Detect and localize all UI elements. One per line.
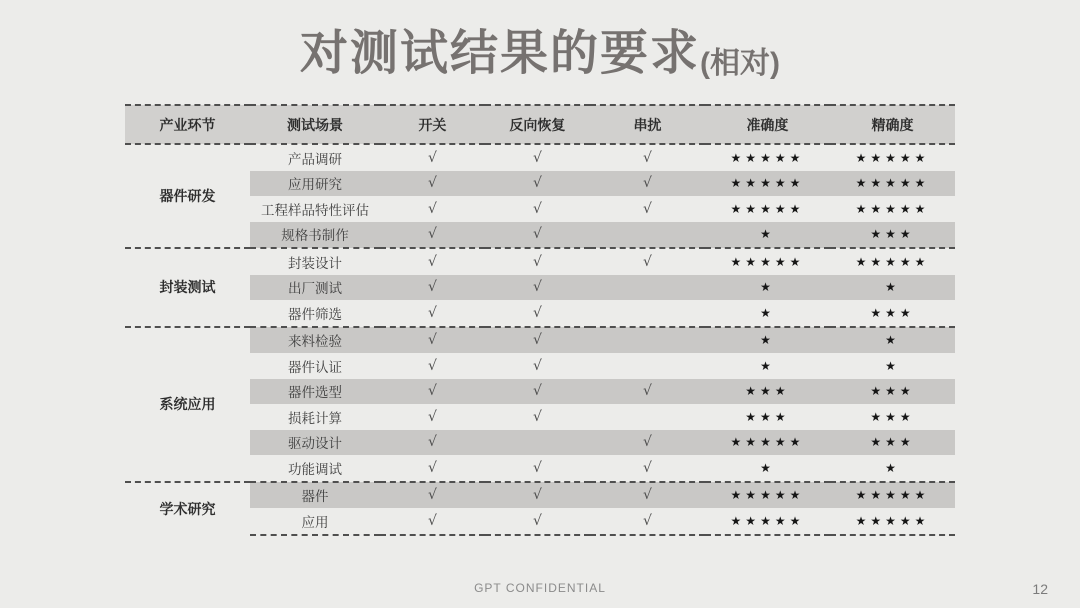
scenario-cell: 器件筛选	[287, 306, 342, 322]
group-label: 器件研发	[125, 144, 250, 248]
precision-stars: ★★★	[830, 379, 955, 405]
accuracy-stars: ★★★★★	[705, 508, 830, 535]
scenario-cell: 器件选型	[250, 379, 380, 405]
table-row	[125, 327, 955, 354]
table-row	[125, 144, 955, 171]
accuracy-stars: ★★★★★	[705, 144, 830, 171]
crosstalk-check-cell: √	[590, 248, 705, 275]
scenario-cell: 来料检验	[250, 327, 380, 354]
precision-stars: ★★★	[830, 430, 955, 456]
page-number: 12	[1032, 581, 1048, 597]
slide-title-suffix: (相对)	[700, 47, 780, 80]
crosstalk-check-cell: √	[642, 459, 652, 476]
column-header-3: 反向恢复	[485, 105, 590, 144]
reverse-recovery-check-cell: √	[485, 482, 590, 509]
group-label: 学术研究	[125, 482, 250, 535]
accuracy-stars: ★★★★★	[730, 201, 805, 216]
crosstalk-check-cell: √	[590, 508, 705, 535]
crosstalk-check-cell	[590, 222, 705, 249]
crosstalk-check-cell: √	[590, 430, 705, 456]
table-row	[125, 404, 955, 430]
scenario-cell: 规格书制作	[250, 222, 380, 249]
precision-stars: ★★★★★	[830, 482, 955, 509]
switch-check-cell: √	[380, 508, 485, 535]
table-row	[125, 171, 955, 197]
precision-stars: ★★★	[870, 409, 915, 424]
table-header-row	[125, 105, 955, 144]
scenario-cell: 应用研究	[250, 171, 380, 197]
reverse-recovery-check-cell: √	[485, 222, 590, 249]
switch-check-cell: √	[380, 275, 485, 301]
accuracy-stars: ★	[760, 305, 775, 320]
accuracy-stars: ★★★★★	[705, 248, 830, 275]
switch-check-cell: √	[380, 327, 485, 354]
table-row	[125, 248, 955, 275]
accuracy-stars: ★★★★★	[705, 430, 830, 456]
accuracy-stars: ★★★	[705, 379, 830, 405]
precision-stars: ★★★★★	[830, 171, 955, 197]
reverse-recovery-check-cell: √	[485, 327, 590, 354]
table-row	[125, 353, 955, 379]
table-row	[125, 508, 955, 535]
accuracy-stars: ★★★★★	[705, 482, 830, 509]
precision-stars: ★	[885, 358, 900, 373]
column-header-0: 产业环节	[125, 105, 250, 144]
requirements-table-wrap	[125, 104, 955, 536]
reverse-recovery-check-cell	[485, 430, 590, 456]
switch-check-cell: √	[380, 482, 485, 509]
scenario-cell: 产品调研	[250, 144, 380, 171]
crosstalk-check-cell	[590, 327, 705, 354]
precision-stars: ★★★★★	[830, 248, 955, 275]
slide-title	[0, 14, 1080, 83]
table-header	[125, 105, 955, 144]
precision-stars: ★	[830, 327, 955, 354]
precision-stars: ★★★★★	[830, 144, 955, 171]
table-row	[125, 482, 955, 509]
reverse-recovery-check-cell: √	[485, 508, 590, 535]
accuracy-stars: ★	[705, 275, 830, 301]
switch-check-cell: √	[380, 171, 485, 197]
accuracy-stars: ★	[705, 327, 830, 354]
crosstalk-check-cell	[590, 404, 705, 430]
scenario-cell: 驱动设计	[250, 430, 380, 456]
crosstalk-check-cell: √	[590, 482, 705, 509]
switch-check-cell: √	[380, 430, 485, 456]
switch-check-cell: √	[427, 408, 437, 425]
reverse-recovery-check-cell: √	[532, 357, 542, 374]
precision-stars: ★★★	[830, 222, 955, 249]
table-row	[125, 222, 955, 249]
precision-stars: ★	[885, 460, 900, 475]
precision-stars: ★★★	[870, 305, 915, 320]
accuracy-stars: ★	[705, 222, 830, 249]
reverse-recovery-check-cell: √	[532, 459, 542, 476]
scenario-cell: 功能调试	[287, 461, 342, 477]
table-row	[125, 379, 955, 405]
column-header-2: 开关	[380, 105, 485, 144]
accuracy-stars: ★★★★★	[705, 171, 830, 197]
confidential-footer: GPT CONFIDENTIAL	[474, 581, 606, 595]
table-row	[125, 430, 955, 456]
switch-check-cell: √	[380, 379, 485, 405]
scenario-cell: 出厂测试	[250, 275, 380, 301]
precision-stars: ★★★★★	[830, 508, 955, 535]
group-label: 系统应用	[125, 327, 250, 482]
accuracy-stars: ★	[760, 460, 775, 475]
reverse-recovery-check-cell: √	[485, 171, 590, 197]
switch-check-cell: √	[427, 357, 437, 374]
reverse-recovery-check-cell: √	[485, 144, 590, 171]
scenario-cell: 器件	[250, 482, 380, 509]
group-label: 封装测试	[125, 248, 250, 327]
column-header-5: 准确度	[705, 105, 830, 144]
column-header-6: 精确度	[830, 105, 955, 144]
reverse-recovery-check-cell: √	[532, 408, 542, 425]
scenario-cell: 应用	[250, 508, 380, 535]
table-body	[125, 144, 955, 535]
scenario-cell: 封装设计	[250, 248, 380, 275]
crosstalk-check-cell	[590, 300, 705, 327]
precision-stars: ★	[830, 275, 955, 301]
switch-check-cell: √	[380, 222, 485, 249]
scenario-cell: 损耗计算	[287, 410, 342, 426]
crosstalk-check-cell: √	[590, 171, 705, 197]
crosstalk-check-cell	[590, 275, 705, 301]
crosstalk-check-cell	[590, 353, 705, 379]
crosstalk-check-cell: √	[590, 144, 705, 171]
column-header-4: 串扰	[590, 105, 705, 144]
reverse-recovery-check-cell: √	[485, 248, 590, 275]
crosstalk-check-cell: √	[642, 200, 652, 217]
reverse-recovery-check-cell: √	[485, 379, 590, 405]
switch-check-cell: √	[380, 248, 485, 275]
switch-check-cell: √	[427, 459, 437, 476]
switch-check-cell: √	[427, 200, 437, 217]
scenario-cell: 器件认证	[287, 359, 342, 375]
table-row	[125, 275, 955, 301]
table-row	[125, 196, 955, 222]
requirements-table	[125, 104, 955, 536]
switch-check-cell: √	[380, 144, 485, 171]
scenario-cell: 工程样品特性评估	[260, 202, 369, 218]
slide-title-main: 对测试结果的要求	[300, 27, 701, 80]
crosstalk-check-cell: √	[590, 379, 705, 405]
precision-stars: ★★★★★	[855, 201, 930, 216]
reverse-recovery-check-cell: √	[485, 275, 590, 301]
accuracy-stars: ★★★	[745, 409, 790, 424]
table-row	[125, 455, 955, 482]
switch-check-cell: √	[427, 304, 437, 321]
reverse-recovery-check-cell: √	[532, 200, 542, 217]
accuracy-stars: ★	[760, 358, 775, 373]
table-row	[125, 300, 955, 327]
reverse-recovery-check-cell: √	[532, 304, 542, 321]
column-header-1: 测试场景	[250, 105, 380, 144]
